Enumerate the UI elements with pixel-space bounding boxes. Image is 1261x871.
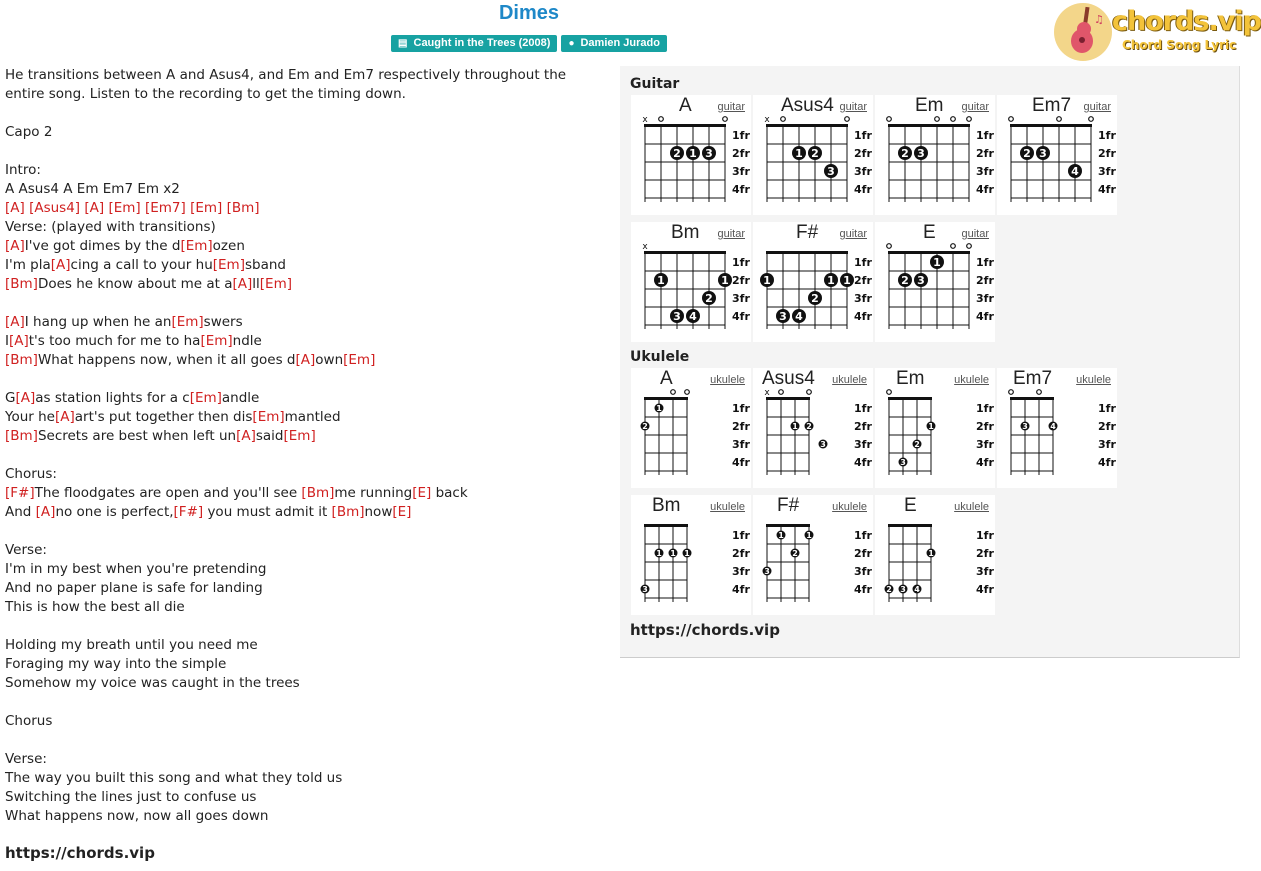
- lyric-line: [5, 294, 605, 313]
- svg-text:♫: ♫: [1094, 13, 1104, 26]
- svg-text:1fr: 1fr: [732, 529, 750, 542]
- svg-text:3fr: 3fr: [976, 438, 994, 451]
- svg-text:1fr: 1fr: [732, 402, 750, 415]
- svg-text:1: 1: [657, 274, 665, 287]
- lyric-line: And [A]no one is perfect,[F#] you must admit it [Bm]now[E]: [5, 504, 412, 520]
- lyric-line: I'm pla[A]cing a call to your hu[Em]sband: [5, 257, 286, 273]
- svg-text:4fr: 4fr: [732, 583, 750, 596]
- artist-label: Damien Jurado: [580, 37, 660, 49]
- svg-text:3fr: 3fr: [854, 292, 872, 305]
- lyric-line: A Asus4 A Em Em7 Em x2: [5, 181, 180, 197]
- artist-badge[interactable]: [561, 35, 667, 52]
- chord-name: E: [923, 222, 936, 243]
- svg-text:3: 3: [779, 310, 787, 323]
- guitar-chord-card[interactable]: [753, 95, 873, 215]
- instrument-link[interactable]: guitar: [717, 228, 745, 240]
- svg-text:2fr: 2fr: [1098, 147, 1116, 160]
- instrument-link[interactable]: guitar: [839, 101, 867, 113]
- chord-marker[interactable]: [Bm]: [301, 485, 335, 501]
- svg-text:1fr: 1fr: [854, 529, 872, 542]
- song-title: Dimes: [498, 2, 560, 24]
- svg-text:1: 1: [689, 147, 697, 160]
- svg-text:1: 1: [778, 531, 784, 540]
- svg-text:2: 2: [806, 422, 812, 431]
- svg-text:1: 1: [721, 274, 729, 287]
- chord-marker[interactable]: [A]: [295, 352, 316, 368]
- ukulele-logo-icon: [1054, 3, 1112, 61]
- svg-text:x: x: [764, 115, 770, 125]
- ukulele-section-heading: Ukulele: [630, 349, 690, 365]
- svg-text:2fr: 2fr: [854, 547, 872, 560]
- lyric-line: [A]I've got dimes by the d[Em]ozen: [5, 238, 245, 254]
- chord-marker[interactable]: [A]: [15, 390, 36, 406]
- svg-text:3: 3: [820, 440, 826, 449]
- lyric-line: [5, 693, 605, 712]
- svg-text:4fr: 4fr: [854, 310, 872, 323]
- svg-text:1: 1: [827, 274, 835, 287]
- svg-text:3: 3: [673, 310, 681, 323]
- instrument-link[interactable]: guitar: [961, 228, 989, 240]
- svg-text:3fr: 3fr: [732, 165, 750, 178]
- lyric-line: [A]I hang up when he an[Em]swers: [5, 314, 243, 330]
- chord-name: Em7: [1032, 95, 1072, 116]
- svg-text:4fr: 4fr: [1098, 183, 1116, 196]
- chord-marker[interactable]: [Bm]: [5, 428, 38, 444]
- svg-text:3fr: 3fr: [854, 165, 872, 178]
- svg-text:1: 1: [806, 531, 812, 540]
- ukulele-chord-card[interactable]: [631, 495, 751, 615]
- lyric-line: I[A]t's too much for me to ha[Em]ndle: [5, 333, 262, 349]
- chord-name: F#: [796, 222, 819, 243]
- lyric-line: G[A]as station lights for a c[Em]andle: [5, 390, 260, 406]
- instrument-link[interactable]: guitar: [1083, 101, 1111, 113]
- chord-marker[interactable]: [Em]: [212, 257, 245, 273]
- ukulele-chord-card[interactable]: [875, 495, 995, 615]
- svg-text:2: 2: [792, 549, 798, 558]
- svg-text:3fr: 3fr: [854, 565, 872, 578]
- instrument-link[interactable]: guitar: [961, 101, 989, 113]
- svg-text:1: 1: [656, 549, 662, 558]
- chord-name: A: [660, 368, 673, 389]
- chord-name: E: [904, 495, 917, 516]
- chord-grid: [753, 495, 873, 615]
- chord-marker[interactable]: [A]: [232, 276, 253, 292]
- svg-text:3fr: 3fr: [732, 438, 750, 451]
- instrument-link[interactable]: guitar: [717, 101, 745, 113]
- chord-name: Asus4: [762, 368, 815, 389]
- svg-text:4: 4: [689, 310, 697, 323]
- lyric-line: [5, 370, 605, 389]
- svg-text:1fr: 1fr: [976, 529, 994, 542]
- svg-text:x: x: [642, 115, 648, 125]
- lyric-line: The way you built this song and what they told us: [5, 770, 343, 786]
- instrument-link[interactable]: ukulele: [954, 501, 989, 513]
- chord-marker[interactable]: [F#]: [173, 504, 204, 520]
- chord-grid: [631, 495, 751, 615]
- chord-marker[interactable]: [Em]: [252, 409, 285, 425]
- svg-text:2fr: 2fr: [976, 274, 994, 287]
- guitar-chord-card[interactable]: [875, 95, 995, 215]
- chord-marker[interactable]: [Em]: [189, 390, 222, 406]
- lyric-line: Chorus: [5, 713, 53, 729]
- svg-text:3: 3: [705, 147, 713, 160]
- chord-marker[interactable]: [E]: [392, 504, 412, 520]
- svg-text:3: 3: [1039, 147, 1047, 160]
- site-url-panel[interactable]: https://chords.vip: [630, 621, 780, 639]
- lyric-line: [5, 617, 605, 636]
- lyric-line: entire song. Listen to the recording to get the timing down.: [5, 86, 406, 102]
- svg-text:4fr: 4fr: [1098, 456, 1116, 469]
- svg-text:1fr: 1fr: [854, 402, 872, 415]
- lyric-line: Somehow my voice was caught in the trees: [5, 675, 300, 691]
- site-logo[interactable]: [1054, 2, 1261, 64]
- svg-text:3: 3: [642, 585, 648, 594]
- user-icon: ●: [568, 38, 575, 49]
- lyric-line: I'm in my best when you're pretending: [5, 561, 267, 577]
- chord-name: A: [679, 95, 692, 116]
- ukulele-chord-card[interactable]: [753, 368, 873, 488]
- svg-text:4fr: 4fr: [854, 583, 872, 596]
- svg-text:2fr: 2fr: [976, 547, 994, 560]
- chord-marker[interactable]: [A]: [5, 314, 25, 330]
- chord-name: Em7: [1013, 368, 1053, 389]
- lyric-line: [F#]The floodgates are open and you'll see [Bm]me running[E] back: [5, 485, 468, 501]
- chord-marker[interactable]: [Em]: [108, 200, 141, 216]
- svg-text:3fr: 3fr: [732, 565, 750, 578]
- album-badge[interactable]: [391, 35, 557, 52]
- chord-marker[interactable]: [A]: [50, 257, 71, 273]
- lyric-line: [5, 522, 605, 541]
- svg-text:3: 3: [827, 165, 835, 178]
- site-url-footer[interactable]: https://chords.vip: [5, 844, 155, 862]
- svg-text:4fr: 4fr: [976, 310, 994, 323]
- lyric-line: This is how the best all die: [5, 599, 185, 615]
- chord-grid: [631, 368, 751, 488]
- svg-text:4fr: 4fr: [854, 456, 872, 469]
- guitar-chord-card[interactable]: [631, 95, 751, 215]
- guitar-chord-card[interactable]: [997, 95, 1117, 215]
- svg-text:2fr: 2fr: [854, 147, 872, 160]
- svg-text:1: 1: [684, 549, 690, 558]
- svg-text:1: 1: [933, 256, 941, 269]
- svg-text:4: 4: [1071, 165, 1079, 178]
- svg-text:1: 1: [670, 549, 676, 558]
- svg-text:2fr: 2fr: [732, 420, 750, 433]
- svg-text:3fr: 3fr: [976, 165, 994, 178]
- ukulele-chord-card[interactable]: [875, 368, 995, 488]
- instrument-link[interactable]: ukulele: [832, 501, 867, 513]
- svg-text:1: 1: [928, 549, 934, 558]
- svg-text:4: 4: [1050, 422, 1056, 431]
- svg-text:2: 2: [914, 440, 920, 449]
- guitar-chord-card[interactable]: [631, 222, 751, 342]
- lyric-line: Capo 2: [5, 124, 53, 140]
- chord-marker[interactable]: [Em]: [259, 276, 292, 292]
- instrument-link[interactable]: ukulele: [1076, 374, 1111, 386]
- svg-text:3: 3: [900, 585, 906, 594]
- svg-text:3fr: 3fr: [1098, 438, 1116, 451]
- chord-marker[interactable]: [Em]: [190, 200, 223, 216]
- chord-marker[interactable]: [A]: [5, 200, 25, 216]
- chord-name: Em: [896, 368, 925, 389]
- svg-text:x: x: [642, 242, 648, 252]
- guitar-section-heading: Guitar: [630, 76, 680, 92]
- svg-text:2fr: 2fr: [732, 274, 750, 287]
- lyric-line: Switching the lines just to confuse us: [5, 789, 257, 805]
- lyric-line: Verse:: [5, 751, 47, 767]
- chord-marker[interactable]: [A]: [8, 333, 29, 349]
- svg-text:1fr: 1fr: [976, 129, 994, 142]
- chord-marker[interactable]: [A]: [35, 504, 56, 520]
- svg-text:1: 1: [656, 404, 662, 413]
- chord-marker[interactable]: [Bm]: [5, 276, 38, 292]
- svg-text:1: 1: [795, 147, 803, 160]
- lyric-line: [Bm]Does he know about me at a[A]ll[Em]: [5, 276, 292, 292]
- chord-marker[interactable]: [A]: [84, 200, 105, 216]
- svg-text:1: 1: [792, 422, 798, 431]
- lyric-line: Your he[A]art's put together then dis[Em]mantled: [5, 409, 341, 425]
- svg-text:4: 4: [795, 310, 803, 323]
- chord-marker[interactable]: [Em]: [171, 314, 204, 330]
- ukulele-chord-card[interactable]: [631, 368, 751, 488]
- svg-text:2: 2: [673, 147, 681, 160]
- song-badges: [0, 35, 1058, 52]
- svg-text:4fr: 4fr: [732, 456, 750, 469]
- chord-marker[interactable]: [Em]: [283, 428, 316, 444]
- svg-text:1fr: 1fr: [1098, 129, 1116, 142]
- ukulele-chord-card[interactable]: [997, 368, 1117, 488]
- lyrics-body: [5, 66, 605, 826]
- svg-text:2: 2: [901, 274, 909, 287]
- chord-grid: [875, 368, 995, 488]
- svg-text:1fr: 1fr: [854, 129, 872, 142]
- svg-text:2fr: 2fr: [854, 274, 872, 287]
- svg-text:1: 1: [763, 274, 771, 287]
- svg-text:2: 2: [705, 292, 713, 305]
- svg-text:1: 1: [843, 274, 851, 287]
- chord-marker[interactable]: [Em]: [343, 352, 376, 368]
- guitar-chord-card[interactable]: [875, 222, 995, 342]
- chord-marker[interactable]: [A]: [236, 428, 256, 444]
- chord-marker[interactable]: [Asus4]: [29, 200, 81, 216]
- svg-text:3fr: 3fr: [976, 565, 994, 578]
- svg-text:2fr: 2fr: [854, 420, 872, 433]
- lyric-line: And no paper plane is safe for landing: [5, 580, 263, 596]
- chord-marker[interactable]: [Em]: [200, 333, 233, 349]
- svg-text:x: x: [764, 388, 770, 398]
- logo-subtitle: Chord Song Lyric: [1122, 38, 1237, 52]
- svg-text:2fr: 2fr: [976, 147, 994, 160]
- instrument-link[interactable]: ukulele: [832, 374, 867, 386]
- logo-text: chords.vip: [1112, 6, 1261, 37]
- svg-text:1fr: 1fr: [854, 256, 872, 269]
- lyric-line: [5, 446, 605, 465]
- lyric-line: [Bm]What happens now, when it all goes d[A]own[Em]: [5, 352, 376, 368]
- lyric-line: [5, 731, 605, 750]
- svg-text:4: 4: [914, 585, 920, 594]
- chord-marker[interactable]: [Bm]: [5, 352, 38, 368]
- svg-text:2: 2: [886, 585, 892, 594]
- lyric-line: Foraging my way into the simple: [5, 656, 227, 672]
- svg-text:3: 3: [764, 567, 770, 576]
- svg-text:1fr: 1fr: [976, 402, 994, 415]
- chord-marker[interactable]: [Bm]: [226, 200, 260, 216]
- svg-text:1: 1: [928, 422, 934, 431]
- svg-text:2fr: 2fr: [732, 547, 750, 560]
- svg-text:2: 2: [811, 147, 819, 160]
- lyric-line: [5, 199, 605, 218]
- lyric-line: Holding my breath until you need me: [5, 637, 258, 653]
- ukulele-chord-card[interactable]: [753, 495, 873, 615]
- chord-name: Bm: [671, 222, 700, 243]
- svg-text:3: 3: [1022, 422, 1028, 431]
- chord-marker[interactable]: [F#]: [5, 485, 35, 501]
- guitar-chord-card[interactable]: [753, 222, 873, 342]
- svg-text:4fr: 4fr: [976, 456, 994, 469]
- svg-text:4fr: 4fr: [854, 183, 872, 196]
- lyric-line: [5, 142, 605, 161]
- lyric-line: [Bm]Secrets are best when left un[A]said[Em]: [5, 428, 316, 444]
- svg-text:3: 3: [917, 274, 925, 287]
- chord-marker[interactable]: [E]: [412, 485, 432, 501]
- svg-text:2: 2: [901, 147, 909, 160]
- svg-text:3fr: 3fr: [732, 292, 750, 305]
- album-icon: ▤: [398, 38, 408, 49]
- svg-text:1fr: 1fr: [732, 256, 750, 269]
- svg-text:3fr: 3fr: [1098, 165, 1116, 178]
- svg-text:3fr: 3fr: [854, 438, 872, 451]
- svg-text:4fr: 4fr: [976, 583, 994, 596]
- instrument-link[interactable]: guitar: [839, 228, 867, 240]
- chord-name: Bm: [652, 495, 681, 516]
- chord-marker[interactable]: [Bm]: [331, 504, 365, 520]
- chord-marker[interactable]: [A]: [5, 238, 25, 254]
- lyric-line: What happens now, now all goes down: [5, 808, 269, 824]
- lyric-line: Verse:: [5, 542, 47, 558]
- svg-text:2: 2: [1023, 147, 1031, 160]
- chord-marker[interactable]: [Em7]: [144, 200, 186, 216]
- svg-text:2: 2: [811, 292, 819, 305]
- lyric-line: Chorus:: [5, 466, 57, 482]
- lyric-line: He transitions between A and Asus4, and Em and Em7 respectively throughout the: [5, 67, 567, 83]
- svg-text:3fr: 3fr: [976, 292, 994, 305]
- album-label: Caught in the Trees (2008): [413, 37, 551, 49]
- lyric-line: Intro:: [5, 162, 41, 178]
- svg-text:2fr: 2fr: [732, 147, 750, 160]
- lyric-line: [5, 104, 605, 123]
- lyric-line: Verse: (played with transitions): [5, 219, 216, 235]
- svg-text:2fr: 2fr: [1098, 420, 1116, 433]
- chord-name: Asus4: [781, 95, 834, 116]
- instrument-link[interactable]: ukulele: [954, 374, 989, 386]
- svg-text:1fr: 1fr: [732, 129, 750, 142]
- svg-text:2fr: 2fr: [976, 420, 994, 433]
- svg-text:1fr: 1fr: [1098, 402, 1116, 415]
- chord-marker[interactable]: [Em]: [180, 238, 213, 254]
- instrument-link[interactable]: ukulele: [710, 374, 745, 386]
- svg-text:3: 3: [917, 147, 925, 160]
- svg-text:2: 2: [642, 422, 648, 431]
- chord-name: Em: [915, 95, 944, 116]
- svg-text:1fr: 1fr: [976, 256, 994, 269]
- svg-text:4fr: 4fr: [976, 183, 994, 196]
- chord-grid: [875, 495, 995, 615]
- chord-marker[interactable]: [A]: [54, 409, 75, 425]
- instrument-link[interactable]: ukulele: [710, 501, 745, 513]
- svg-text:4fr: 4fr: [732, 310, 750, 323]
- chord-name: F#: [777, 495, 800, 516]
- svg-text:3: 3: [900, 458, 906, 467]
- svg-text:4fr: 4fr: [732, 183, 750, 196]
